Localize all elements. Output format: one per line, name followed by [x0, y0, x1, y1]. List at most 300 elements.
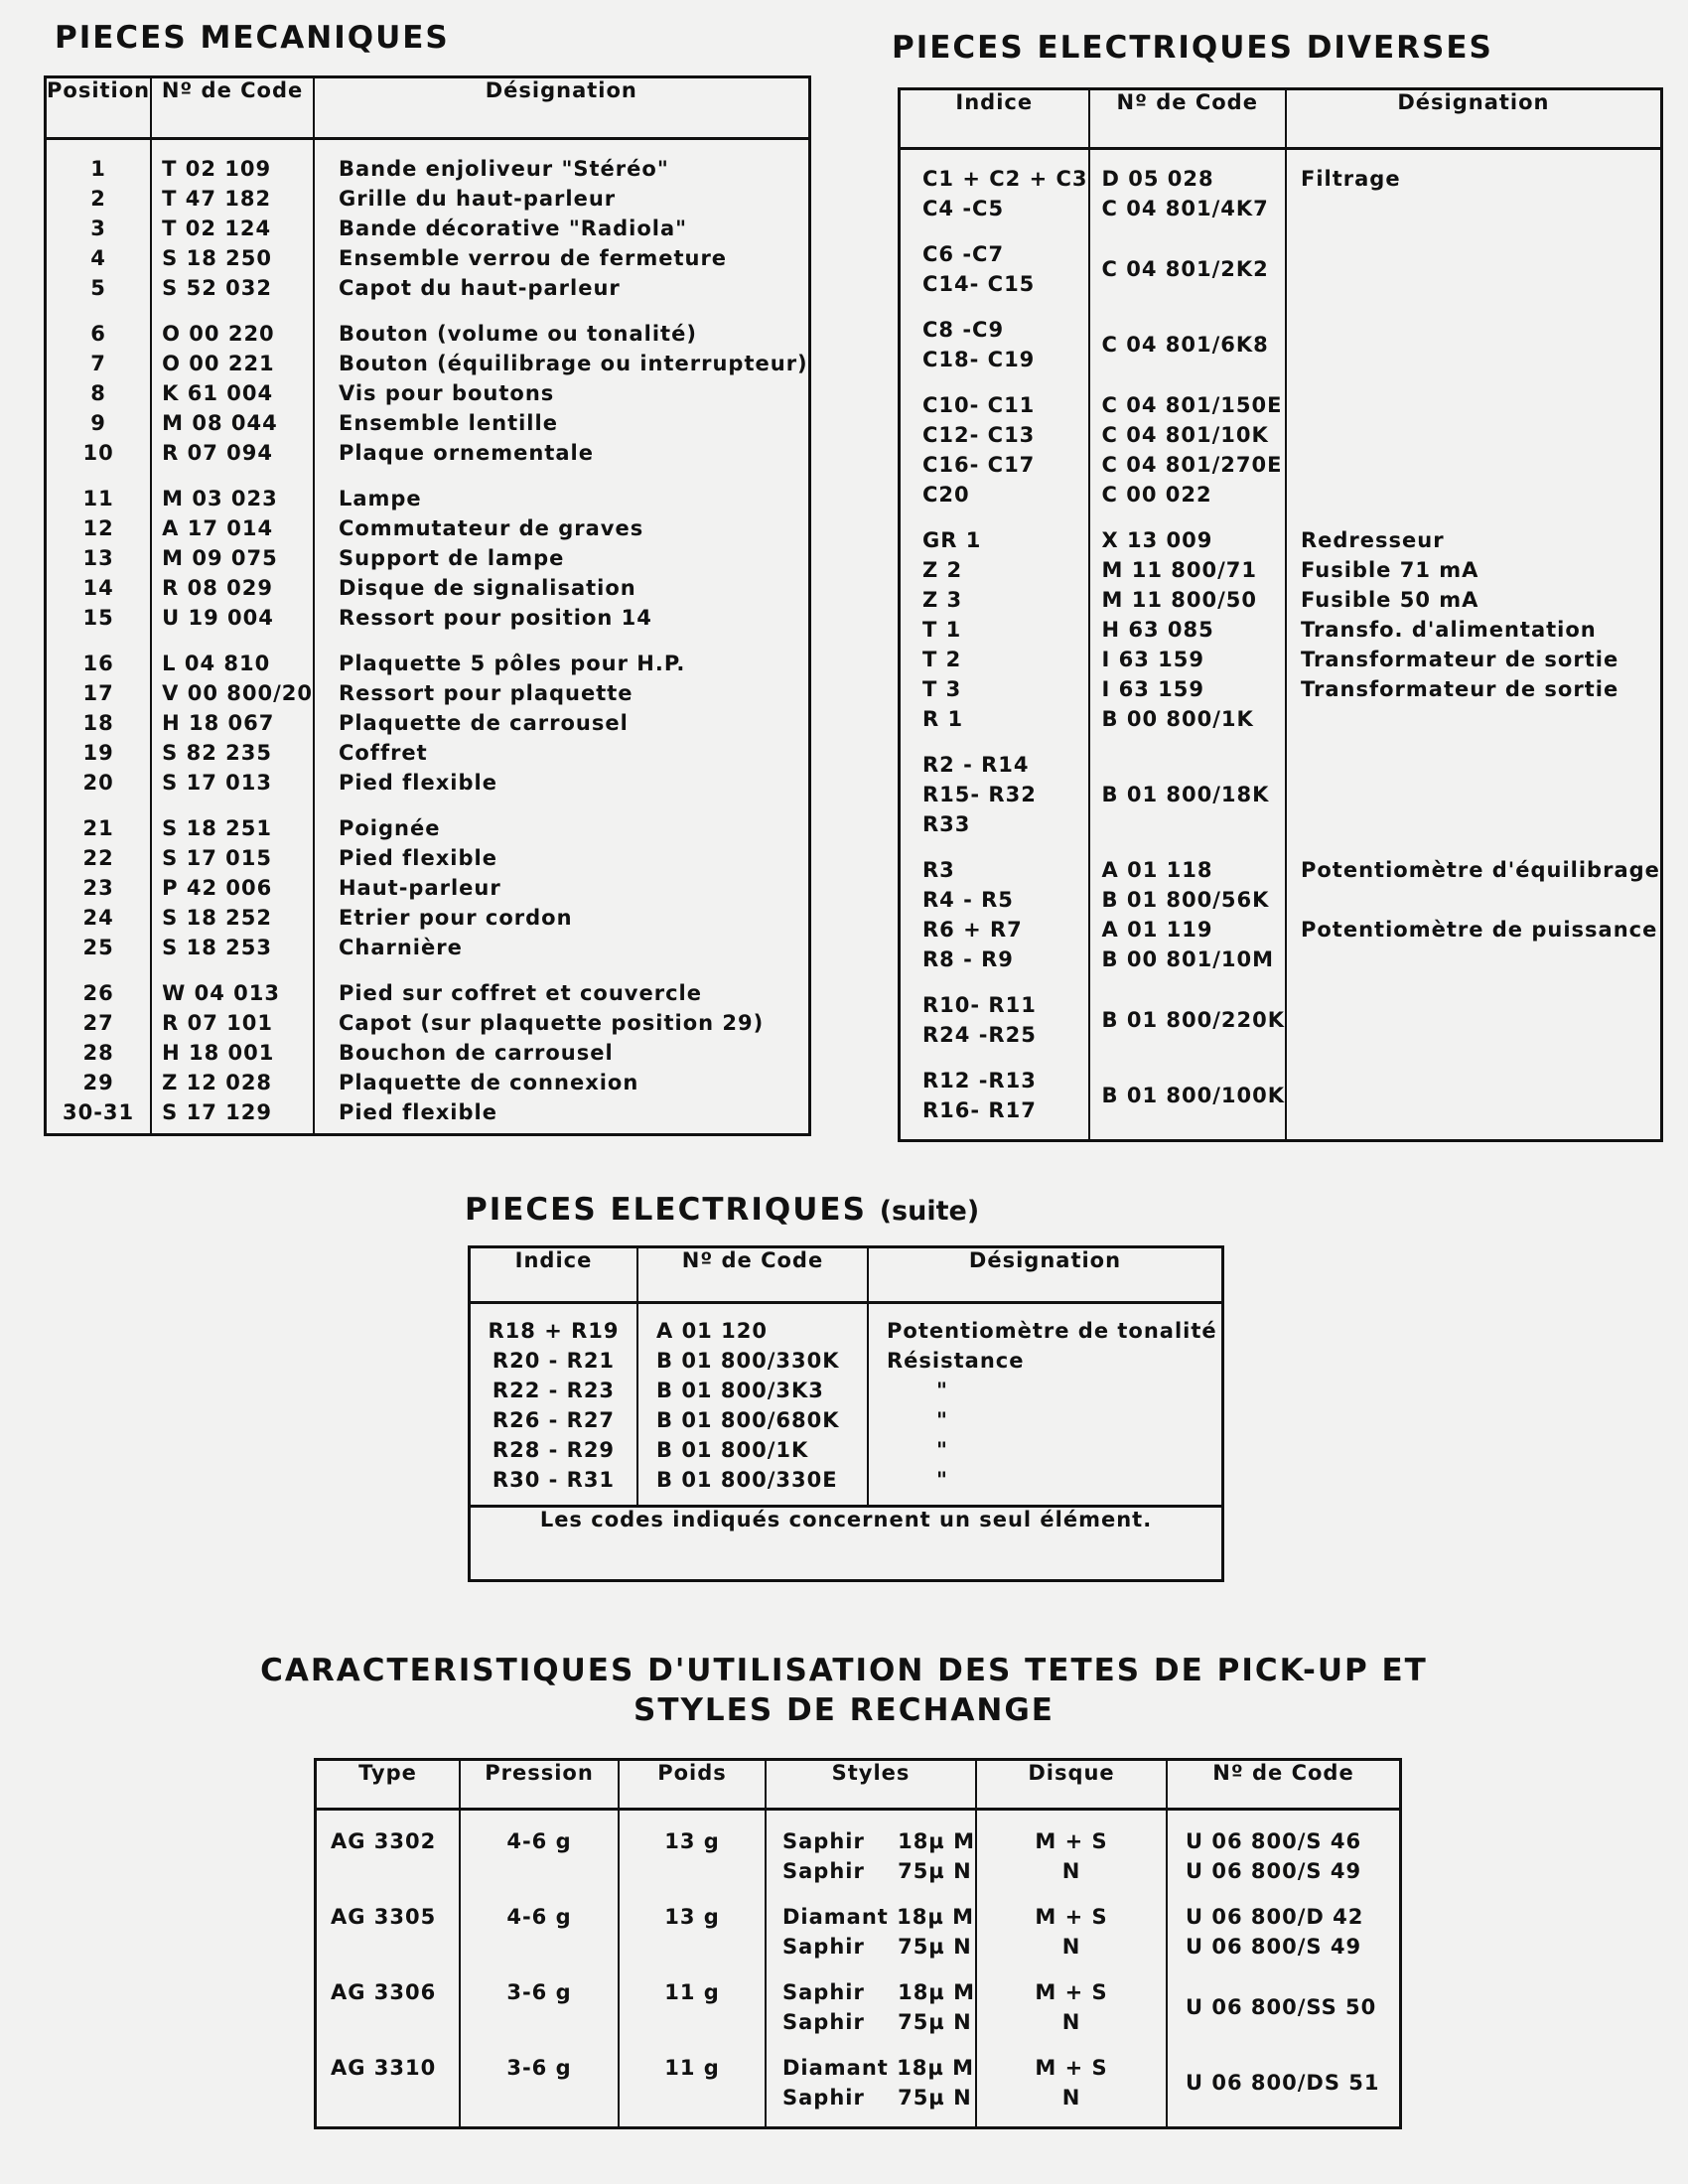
position-value: 25: [82, 936, 114, 959]
header-designation: Désignation: [314, 77, 809, 139]
code-value: M 11 800/50: [1101, 588, 1257, 612]
indice-value: C8 -C9: [922, 318, 1005, 342]
row-gap: [339, 468, 808, 484]
code-column: [162, 154, 313, 1127]
code-cell: [1102, 390, 1285, 510]
type-value: AG 3302: [331, 1829, 437, 1853]
disque-cell: [977, 1826, 1166, 1886]
indice-cell: [922, 315, 1088, 374]
header-code: Nº de Code: [1167, 1760, 1401, 1810]
code-value: B 01 800/3K3: [656, 1379, 824, 1402]
header-poids: Poids: [619, 1760, 766, 1810]
poids-value: 11 g: [664, 1980, 720, 2004]
position-value: 6: [90, 322, 106, 346]
designation-value: Pied sur coffret et couvercle: [338, 981, 702, 1005]
indice-cell: [922, 525, 1088, 734]
position-value: 19: [82, 741, 114, 765]
styles-cell: [782, 1902, 975, 1962]
table-row: [316, 2041, 1401, 2128]
code-cell: [1186, 1826, 1399, 1886]
disque-cell: [977, 1977, 1166, 2037]
code-value: L 04 810: [162, 652, 271, 675]
poids-cell: [620, 2053, 765, 2083]
type-value: AG 3310: [331, 2056, 437, 2080]
designation-value: Pied flexible: [338, 1100, 497, 1124]
header-code: Nº de Code: [151, 77, 314, 139]
disque-cell: [977, 1902, 1166, 1962]
code-value: M 03 023: [162, 487, 278, 510]
indice-value: T 3: [922, 677, 962, 701]
position-value: 3: [90, 217, 106, 240]
desig-cell: [1301, 164, 1660, 223]
header-indice: Indice: [470, 1247, 638, 1303]
indice-value: C18- C19: [922, 348, 1036, 371]
styles-value: Saphir 75µ N: [782, 2010, 972, 2034]
indice-value: C16- C17: [922, 453, 1036, 477]
code-value: Z 12 028: [162, 1071, 273, 1094]
code-cell: [1102, 330, 1285, 360]
designation-value: Bande décorative "Radiola": [338, 217, 688, 240]
code-cell: [1102, 1081, 1285, 1110]
designation-value: Plaquette 5 pôles pour H.P.: [338, 652, 686, 675]
designation-value: Plaquette de carrousel: [338, 711, 629, 735]
poids-cell: [620, 1977, 765, 2007]
indice-cell: [922, 164, 1088, 223]
position-column: [47, 154, 150, 1127]
code-value: R 07 101: [162, 1011, 273, 1035]
indice-cell: [922, 239, 1088, 299]
code-cell: [1102, 525, 1285, 734]
disque-cell: [977, 2053, 1166, 2112]
position-value: 4: [90, 246, 106, 270]
designation-column: [339, 154, 808, 1127]
row-gap: [162, 633, 313, 649]
indice-value: T 2: [922, 648, 962, 671]
styles-value: Saphir 75µ N: [782, 1935, 972, 1959]
disque-value: M + S: [1035, 2056, 1108, 2080]
designation-value: Bande enjoliveur "Stéréo": [338, 157, 669, 181]
row-gap: [339, 303, 808, 319]
indice-value: R33: [922, 812, 971, 836]
type-value: AG 3305: [331, 1905, 437, 1929]
indice-value: R18 + R19: [488, 1319, 620, 1343]
electriques-table: [898, 87, 1663, 1142]
indice-value: C6 -C7: [922, 242, 1005, 266]
pression-value: 3-6 g: [506, 2056, 572, 2080]
code-cell: [1186, 1992, 1399, 2022]
code-value: T 02 109: [162, 157, 272, 181]
code-value: R 08 029: [162, 576, 273, 600]
position-value: 5: [90, 276, 106, 300]
suite-table: [468, 1245, 1224, 1582]
designation-value: Bouchon de carrousel: [338, 1041, 614, 1065]
disque-value: N: [1061, 1935, 1081, 1959]
styles-value: Saphir 75µ N: [782, 2086, 972, 2110]
code-value: S 17 013: [162, 771, 272, 795]
type-value: AG 3306: [331, 1980, 437, 2004]
poids-value: 13 g: [664, 1905, 720, 1929]
code-value: C 04 801/4K7: [1101, 197, 1269, 220]
indice-cell: [922, 990, 1088, 1050]
designation-value: Fusible 71 mA: [1300, 558, 1479, 582]
suite-title-suffix: (suite): [879, 1196, 980, 1227]
indice-value: R24 -R25: [922, 1023, 1037, 1047]
disque-value: M + S: [1035, 1905, 1108, 1929]
indice-value: C20: [922, 483, 970, 507]
code-value: I 63 159: [1101, 648, 1205, 671]
position-value: 17: [82, 681, 114, 705]
header-designation: Désignation: [1286, 89, 1661, 149]
mecaniques-title: PIECES MECANIQUES: [55, 20, 450, 56]
code-cell: [1186, 1902, 1399, 1962]
table-row: [316, 1810, 1401, 1891]
header-position: Position: [46, 77, 152, 139]
indice-value: R28 - R29: [492, 1438, 616, 1462]
disque-value: M + S: [1035, 1829, 1108, 1853]
indice-value: R26 - R27: [492, 1408, 616, 1432]
code-value: B 01 800/680K: [656, 1408, 840, 1432]
header-indice: Indice: [900, 89, 1089, 149]
designation-value: Transformateur de sortie: [1300, 677, 1619, 701]
desig-cell: [1301, 525, 1660, 734]
code-value: B 01 800/330K: [656, 1349, 840, 1373]
disque-value: N: [1061, 2010, 1081, 2034]
designation-value: Pied flexible: [338, 846, 497, 870]
indice-value: T 1: [922, 618, 962, 642]
mecaniques-table: [44, 75, 811, 1136]
indice-value: Z 3: [922, 588, 963, 612]
pression-cell: [461, 2053, 618, 2083]
suite-title-main: PIECES ELECTRIQUES: [465, 1192, 867, 1228]
position-value: 29: [82, 1071, 114, 1094]
code-value: H 18 001: [162, 1041, 275, 1065]
table-row-group: [900, 149, 1662, 232]
indice-value: Z 2: [922, 558, 963, 582]
designation-column: [887, 1316, 1221, 1495]
indice-value: GR 1: [922, 528, 982, 552]
header-code: Nº de Code: [637, 1247, 868, 1303]
designation-value: Support de lampe: [338, 546, 565, 570]
position-value: 23: [82, 876, 114, 900]
table-row: [316, 1890, 1401, 1966]
designation-value: ": [936, 1468, 948, 1492]
code-cell: [1102, 1005, 1285, 1035]
position-value: 18: [82, 711, 114, 735]
designation-value: Filtrage: [1300, 167, 1401, 191]
designation-value: Commutateur de graves: [338, 516, 644, 540]
indice-value: R15- R32: [922, 783, 1037, 806]
code-value: U 19 004: [162, 606, 274, 630]
code-value: H 63 085: [1101, 618, 1214, 642]
designation-value: Plaque ornementale: [338, 441, 594, 465]
position-value: 11: [82, 487, 114, 510]
styles-cell: [782, 2053, 975, 2112]
table-row-group: [900, 307, 1662, 382]
header-designation: Désignation: [868, 1247, 1223, 1303]
row-gap: [162, 962, 313, 978]
code-cell: [1186, 2068, 1399, 2098]
indice-cell: [922, 1066, 1088, 1125]
code-value: B 01 800/56K: [1101, 888, 1270, 912]
pression-value: 4-6 g: [506, 1905, 572, 1929]
code-value: U 06 800/DS 51: [1186, 2071, 1380, 2095]
indice-value: R 1: [922, 707, 964, 731]
type-cell: [331, 1902, 459, 1932]
code-value: C 04 801/2K2: [1101, 257, 1269, 281]
designation-value: Ensemble verrou de fermeture: [338, 246, 728, 270]
designation-value: Lampe: [338, 487, 422, 510]
indice-value: R2 - R14: [922, 753, 1030, 777]
poids-value: 13 g: [664, 1829, 720, 1853]
designation-value: [1301, 194, 1660, 223]
code-value: U 06 800/SS 50: [1186, 1995, 1377, 2019]
position-value: 24: [82, 906, 114, 930]
position-value: 12: [82, 516, 114, 540]
designation-value: Transfo. d'alimentation: [1300, 618, 1597, 642]
designation-value: ": [936, 1408, 948, 1432]
code-value: R 07 094: [162, 441, 273, 465]
position-value: 22: [82, 846, 114, 870]
header-type: Type: [316, 1760, 461, 1810]
designation-value: Plaquette de connexion: [338, 1071, 639, 1094]
table-row-group: [900, 742, 1662, 847]
code-value: S 18 250: [162, 246, 272, 270]
disque-value: N: [1061, 1859, 1081, 1883]
code-value: S 82 235: [162, 741, 272, 765]
designation-value: Redresseur: [1300, 528, 1445, 552]
table-row-group: [900, 982, 1662, 1058]
indice-value: C12- C13: [922, 423, 1036, 447]
row-gap: [339, 962, 808, 978]
row-gap: [162, 303, 313, 319]
indice-value: C1 + C2 + C3: [922, 167, 1088, 191]
disque-value: N: [1061, 2086, 1081, 2110]
suite-note: Les codes indiqués concernent un seul élément.: [470, 1507, 1223, 1581]
indice-value: R8 - R9: [922, 947, 1014, 971]
header-disque: Disque: [976, 1760, 1167, 1810]
position-value: 10: [82, 441, 114, 465]
code-value: A 01 119: [1101, 918, 1213, 942]
indice-value: C14- C15: [922, 272, 1036, 296]
designation-value: [1301, 945, 1660, 974]
pickup-table: [314, 1758, 1402, 2129]
designation-value: ": [936, 1379, 948, 1402]
table-row-group: [900, 847, 1662, 982]
table-row-group: [900, 382, 1662, 517]
poids-cell: [620, 1826, 765, 1856]
code-value: M 08 044: [162, 411, 278, 435]
styles-value: Saphir 18µ M: [782, 1980, 975, 2004]
code-value: T 47 182: [162, 187, 272, 211]
designation-value: Bouton (volume ou tonalité): [338, 322, 697, 346]
designation-value: Poignée: [338, 816, 441, 840]
code-value: A 01 120: [656, 1319, 768, 1343]
position-value: 15: [82, 606, 114, 630]
indice-value: R10- R11: [922, 993, 1037, 1017]
code-value: A 17 014: [162, 516, 274, 540]
designation-value: Fusible 50 mA: [1300, 588, 1479, 612]
code-value: U 06 800/S 49: [1186, 1859, 1362, 1883]
position-value: 7: [90, 352, 106, 375]
code-cell: [1102, 164, 1285, 223]
table-row: [316, 1966, 1401, 2041]
position-value: 13: [82, 546, 114, 570]
designation-value: Ensemble lentille: [338, 411, 558, 435]
pickup-title-line1: CARACTERISTIQUES D'UTILISATION DES TETES DE PICK-UP ET: [260, 1653, 1428, 1688]
code-value: C 04 801/10K: [1101, 423, 1269, 447]
code-value: B 01 800/1K: [656, 1438, 809, 1462]
pression-cell: [461, 1826, 618, 1856]
indice-value: C4 -C5: [922, 197, 1005, 220]
header-code: Nº de Code: [1089, 89, 1286, 149]
code-value: S 17 129: [162, 1100, 272, 1124]
position-value: 26: [82, 981, 114, 1005]
styles-cell: [782, 1826, 975, 1886]
position-value: 8: [90, 381, 106, 405]
type-cell: [331, 2053, 459, 2083]
designation-value: Capot du haut-parleur: [338, 276, 621, 300]
code-value: V 00 800/20: [162, 681, 313, 705]
position-value: 28: [82, 1041, 114, 1065]
type-cell: [331, 1977, 459, 2007]
designation-value: Potentiomètre de tonalité: [887, 1319, 1217, 1343]
code-value: C 04 801/6K8: [1101, 333, 1269, 357]
designation-value: Etrier pour cordon: [338, 906, 573, 930]
row-gap: [47, 633, 150, 649]
code-value: S 18 252: [162, 906, 272, 930]
code-value: S 17 015: [162, 846, 272, 870]
code-value: O 00 220: [162, 322, 275, 346]
desig-cell: [1301, 855, 1660, 974]
code-value: U 06 800/D 42: [1186, 1905, 1364, 1929]
position-value: 30-31: [62, 1100, 135, 1124]
suite-title: [465, 1192, 979, 1228]
pression-value: 3-6 g: [506, 1980, 572, 2004]
code-value: M 11 800/71: [1101, 558, 1257, 582]
code-value: U 06 800/S 46: [1186, 1829, 1362, 1853]
code-cell: [1102, 780, 1285, 809]
indice-cell: [922, 750, 1088, 839]
designation-value: Vis pour boutons: [338, 381, 555, 405]
indice-value: R3: [922, 858, 955, 882]
code-value: B 01 800/220K: [1101, 1008, 1285, 1032]
designation-value: Transformateur de sortie: [1300, 648, 1619, 671]
row-gap: [162, 798, 313, 813]
pickup-title-line2: STYLES DE RECHANGE: [633, 1692, 1055, 1728]
designation-value: Résistance: [887, 1349, 1025, 1373]
code-value: W 04 013: [162, 981, 280, 1005]
styles-value: Diamant 18µ M: [782, 1905, 975, 1929]
code-value: B 01 800/18K: [1101, 783, 1270, 806]
indice-value: R4 - R5: [922, 888, 1014, 912]
row-gap: [162, 468, 313, 484]
position-value: 9: [90, 411, 106, 435]
code-value: D 05 028: [1101, 167, 1214, 191]
indice-value: R16- R17: [922, 1098, 1037, 1122]
position-value: 16: [82, 652, 114, 675]
row-gap: [47, 798, 150, 813]
code-value: O 00 221: [162, 352, 275, 375]
position-value: 1: [90, 157, 106, 181]
header-pression: Pression: [460, 1760, 619, 1810]
code-value: A 01 118: [1101, 858, 1213, 882]
designation-value: ": [936, 1438, 948, 1462]
disque-value: M + S: [1035, 1980, 1108, 2004]
indice-column: [471, 1316, 636, 1495]
code-value: B 00 800/1K: [1101, 707, 1254, 731]
code-value: B 01 800/330E: [656, 1468, 838, 1492]
type-cell: [331, 1826, 459, 1856]
pression-cell: [461, 1902, 618, 1932]
code-column: [656, 1316, 867, 1495]
code-value: I 63 159: [1101, 677, 1205, 701]
indice-value: R6 + R7: [922, 918, 1023, 942]
position-value: 20: [82, 771, 114, 795]
designation-value: Potentiomètre d'équilibrage: [1300, 858, 1660, 882]
designation-value: Charnière: [338, 936, 463, 959]
poids-cell: [620, 1902, 765, 1932]
designation-value: Capot (sur plaquette position 29): [338, 1011, 765, 1035]
code-value: M 09 075: [162, 546, 278, 570]
code-value: H 18 067: [162, 711, 275, 735]
code-cell: [1102, 855, 1285, 974]
indice-value: C10- C11: [922, 393, 1036, 417]
code-value: X 13 009: [1101, 528, 1213, 552]
position-value: 14: [82, 576, 114, 600]
designation-value: Disque de signalisation: [338, 576, 636, 600]
designation-value: Potentiomètre de puissance: [1300, 918, 1658, 942]
designation-value: [1301, 885, 1660, 915]
position-value: 21: [82, 816, 114, 840]
designation-value: Grille du haut-parleur: [338, 187, 617, 211]
code-value: S 18 253: [162, 936, 272, 959]
indice-value: R12 -R13: [922, 1069, 1037, 1092]
pression-value: 4-6 g: [506, 1829, 572, 1853]
code-value: S 18 251: [162, 816, 272, 840]
designation-value: Haut-parleur: [338, 876, 501, 900]
designation-value: Bouton (équilibrage ou interrupteur): [338, 352, 808, 375]
indice-cell: [922, 390, 1088, 510]
pression-cell: [461, 1977, 618, 2007]
code-value: U 06 800/S 49: [1186, 1935, 1362, 1959]
styles-value: Saphir 75µ N: [782, 1859, 972, 1883]
position-value: 27: [82, 1011, 114, 1035]
row-gap: [47, 303, 150, 319]
designation-value: Ressort pour position 14: [338, 606, 652, 630]
table-row-group: [900, 1058, 1662, 1141]
poids-value: 11 g: [664, 2056, 720, 2080]
designation-value: Coffret: [338, 741, 428, 765]
indice-value: R30 - R31: [492, 1468, 616, 1492]
code-value: C 04 801/150E: [1101, 393, 1283, 417]
code-value: T 02 124: [162, 217, 272, 240]
code-value: S 52 032: [162, 276, 272, 300]
styles-cell: [782, 1977, 975, 2037]
code-value: B 00 801/10M: [1101, 947, 1274, 971]
indice-value: R20 - R21: [492, 1349, 616, 1373]
code-value: P 42 006: [162, 876, 273, 900]
row-gap: [339, 633, 808, 649]
position-value: 2: [90, 187, 106, 211]
row-gap: [339, 798, 808, 813]
indice-cell: [922, 855, 1088, 974]
designation-value: Pied flexible: [338, 771, 497, 795]
header-styles: Styles: [766, 1760, 976, 1810]
designation-value: [1301, 704, 1660, 734]
styles-value: Diamant 18µ M: [782, 2056, 975, 2080]
table-row-group: [900, 517, 1662, 742]
code-cell: [1102, 254, 1285, 284]
